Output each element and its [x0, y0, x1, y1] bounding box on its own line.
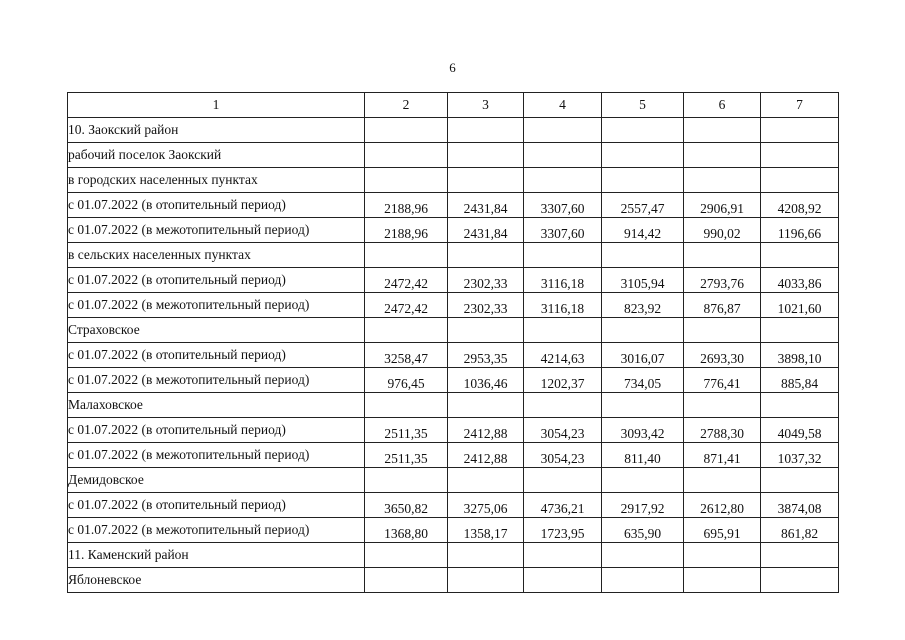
value-cell: 885,84: [761, 368, 839, 393]
value-cell: 2472,42: [365, 293, 448, 318]
value-cell: 2953,35: [448, 343, 524, 368]
row-label: с 01.07.2022 (в межотопительный период): [68, 218, 365, 243]
value-cell: [524, 118, 602, 143]
value-cell: 635,90: [602, 518, 684, 543]
value-cell: 3307,60: [524, 218, 602, 243]
value-cell: 2431,84: [448, 193, 524, 218]
row-label: рабочий поселок Заокский: [68, 143, 365, 168]
value-cell: 1723,95: [524, 518, 602, 543]
value-cell: 3054,23: [524, 418, 602, 443]
header-cell: 4: [524, 93, 602, 118]
row-label: с 01.07.2022 (в отопительный период): [68, 493, 365, 518]
table-row: [68, 443, 839, 468]
value-cell: [761, 568, 839, 593]
value-cell: [602, 468, 684, 493]
value-cell: 3116,18: [524, 268, 602, 293]
value-cell: [448, 118, 524, 143]
value-cell: 4033,86: [761, 268, 839, 293]
table-header-row: [68, 93, 839, 118]
value-cell: [365, 318, 448, 343]
table-row: [68, 218, 839, 243]
value-cell: 3016,07: [602, 343, 684, 368]
value-cell: 776,41: [684, 368, 761, 393]
table-row: [68, 268, 839, 293]
value-cell: 2412,88: [448, 418, 524, 443]
table-row: [68, 493, 839, 518]
value-cell: 2793,76: [684, 268, 761, 293]
value-cell: 3898,10: [761, 343, 839, 368]
value-cell: [365, 393, 448, 418]
value-cell: 871,41: [684, 443, 761, 468]
header-cell: 1: [68, 93, 365, 118]
value-cell: [448, 568, 524, 593]
table-row: [68, 243, 839, 268]
table-row: [68, 418, 839, 443]
value-cell: 734,05: [602, 368, 684, 393]
value-cell: 2511,35: [365, 443, 448, 468]
value-cell: [761, 168, 839, 193]
table-row: [68, 193, 839, 218]
value-cell: [448, 143, 524, 168]
value-cell: 4208,92: [761, 193, 839, 218]
row-label: Яблоневское: [68, 568, 365, 593]
value-cell: 3093,42: [602, 418, 684, 443]
value-cell: [365, 568, 448, 593]
table-row: [68, 143, 839, 168]
row-label: с 01.07.2022 (в отопительный период): [68, 418, 365, 443]
row-label: в сельских населенных пунктах: [68, 243, 365, 268]
value-cell: [684, 468, 761, 493]
value-cell: 4736,21: [524, 493, 602, 518]
page-number: 6: [449, 60, 456, 75]
value-cell: 2188,96: [365, 218, 448, 243]
value-cell: [761, 243, 839, 268]
value-cell: [761, 393, 839, 418]
row-label: с 01.07.2022 (в отопительный период): [68, 343, 365, 368]
value-cell: [684, 168, 761, 193]
value-cell: [524, 168, 602, 193]
table-row: [68, 393, 839, 418]
value-cell: [365, 168, 448, 193]
value-cell: 2511,35: [365, 418, 448, 443]
tariff-table: [67, 92, 839, 593]
value-cell: 3054,23: [524, 443, 602, 468]
table-row: [68, 468, 839, 493]
value-cell: [602, 543, 684, 568]
value-cell: 4214,63: [524, 343, 602, 368]
value-cell: [602, 393, 684, 418]
value-cell: [524, 468, 602, 493]
value-cell: [761, 118, 839, 143]
header-cell: 7: [761, 93, 839, 118]
value-cell: [448, 318, 524, 343]
value-cell: [524, 243, 602, 268]
table-row: [68, 293, 839, 318]
value-cell: 3650,82: [365, 493, 448, 518]
value-cell: [602, 168, 684, 193]
row-label: в городских населенных пунктах: [68, 168, 365, 193]
value-cell: 3258,47: [365, 343, 448, 368]
value-cell: [684, 568, 761, 593]
header-cell: 5: [602, 93, 684, 118]
row-label: Страховское: [68, 318, 365, 343]
value-cell: 823,92: [602, 293, 684, 318]
value-cell: 876,87: [684, 293, 761, 318]
table-row: [68, 118, 839, 143]
row-label: с 01.07.2022 (в межотопительный период): [68, 368, 365, 393]
value-cell: 861,82: [761, 518, 839, 543]
value-cell: 3105,94: [602, 268, 684, 293]
value-cell: [448, 243, 524, 268]
value-cell: [602, 568, 684, 593]
value-cell: [602, 118, 684, 143]
value-cell: 914,42: [602, 218, 684, 243]
value-cell: [684, 543, 761, 568]
header-cell: 6: [684, 93, 761, 118]
value-cell: 2612,80: [684, 493, 761, 518]
value-cell: 1021,60: [761, 293, 839, 318]
table-body: [68, 93, 839, 593]
value-cell: 2693,30: [684, 343, 761, 368]
value-cell: [761, 543, 839, 568]
value-cell: 1036,46: [448, 368, 524, 393]
value-cell: [524, 143, 602, 168]
value-cell: [684, 143, 761, 168]
value-cell: [761, 318, 839, 343]
value-cell: 3874,08: [761, 493, 839, 518]
value-cell: [448, 393, 524, 418]
value-cell: [684, 118, 761, 143]
row-label: с 01.07.2022 (в отопительный период): [68, 268, 365, 293]
value-cell: [684, 393, 761, 418]
value-cell: 2472,42: [365, 268, 448, 293]
value-cell: 1358,17: [448, 518, 524, 543]
value-cell: 2302,33: [448, 268, 524, 293]
value-cell: 976,45: [365, 368, 448, 393]
value-cell: 1368,80: [365, 518, 448, 543]
table-row: [68, 318, 839, 343]
value-cell: [448, 468, 524, 493]
value-cell: [524, 393, 602, 418]
value-cell: 2412,88: [448, 443, 524, 468]
value-cell: 695,91: [684, 518, 761, 543]
value-cell: [524, 568, 602, 593]
table-row: [68, 543, 839, 568]
value-cell: 1202,37: [524, 368, 602, 393]
value-cell: 2302,33: [448, 293, 524, 318]
row-label: с 01.07.2022 (в отопительный период): [68, 193, 365, 218]
value-cell: 3307,60: [524, 193, 602, 218]
table-row: [68, 568, 839, 593]
table-row: [68, 343, 839, 368]
row-label: с 01.07.2022 (в межотопительный период): [68, 293, 365, 318]
value-cell: [524, 318, 602, 343]
value-cell: 811,40: [602, 443, 684, 468]
row-label: 10. Заокский район: [68, 118, 365, 143]
value-cell: [365, 243, 448, 268]
value-cell: 2431,84: [448, 218, 524, 243]
value-cell: [448, 543, 524, 568]
value-cell: [365, 468, 448, 493]
row-label: с 01.07.2022 (в межотопительный период): [68, 443, 365, 468]
value-cell: 2788,30: [684, 418, 761, 443]
value-cell: [602, 243, 684, 268]
value-cell: 3275,06: [448, 493, 524, 518]
value-cell: 3116,18: [524, 293, 602, 318]
value-cell: [524, 543, 602, 568]
value-cell: 990,02: [684, 218, 761, 243]
value-cell: 2917,92: [602, 493, 684, 518]
row-label: Малаховское: [68, 393, 365, 418]
value-cell: [684, 318, 761, 343]
value-cell: 1196,66: [761, 218, 839, 243]
value-cell: [365, 543, 448, 568]
value-cell: 2188,96: [365, 193, 448, 218]
value-cell: 1037,32: [761, 443, 839, 468]
value-cell: 2557,47: [602, 193, 684, 218]
value-cell: [448, 168, 524, 193]
value-cell: [602, 143, 684, 168]
header-cell: 2: [365, 93, 448, 118]
value-cell: 2906,91: [684, 193, 761, 218]
table-row: [68, 168, 839, 193]
value-cell: [602, 318, 684, 343]
value-cell: [365, 143, 448, 168]
value-cell: [761, 143, 839, 168]
row-label: 11. Каменский район: [68, 543, 365, 568]
table-row: [68, 368, 839, 393]
header-cell: 3: [448, 93, 524, 118]
value-cell: [365, 118, 448, 143]
row-label: Демидовское: [68, 468, 365, 493]
value-cell: [761, 468, 839, 493]
row-label: с 01.07.2022 (в межотопительный период): [68, 518, 365, 543]
value-cell: [684, 243, 761, 268]
table-row: [68, 518, 839, 543]
value-cell: 4049,58: [761, 418, 839, 443]
